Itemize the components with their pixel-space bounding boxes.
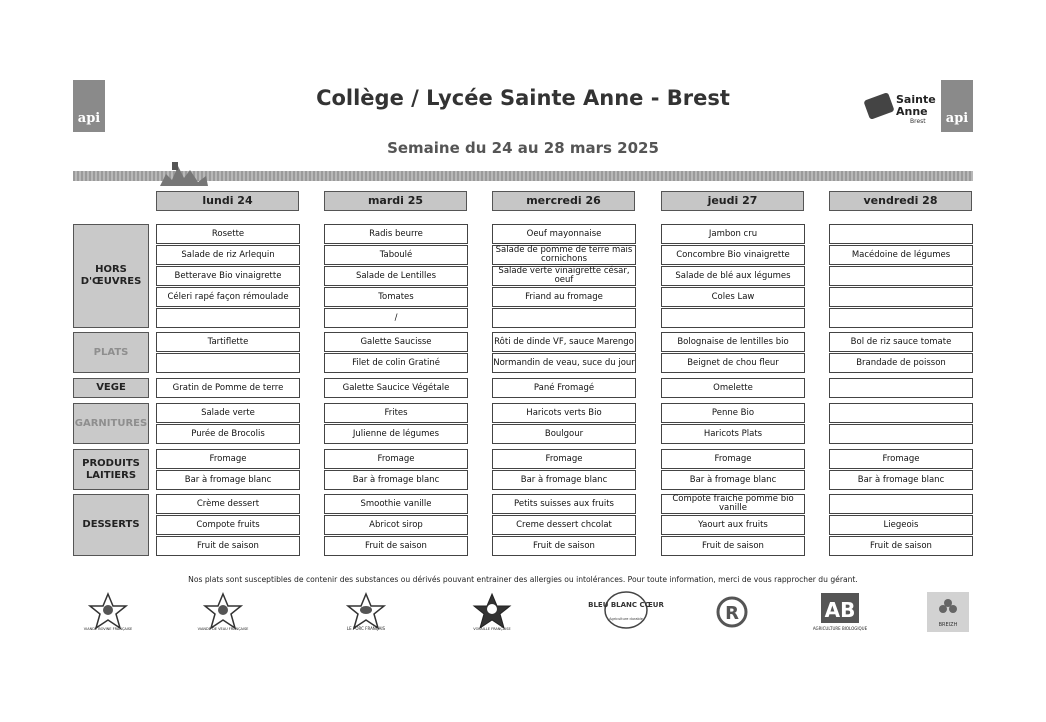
- porc-francais-text: LE PORC FRANÇAIS: [346, 626, 386, 631]
- menu-cell-hors: Céleri rapé façon rémoulade: [156, 287, 300, 307]
- menu-cell-hors: Tomates: [324, 287, 468, 307]
- menu-cell-produits: Bar à fromage blanc: [156, 470, 300, 490]
- allergy-note: Nos plats sont susceptibles de contenir des substances ou dérivés pouvant entrainer des allergies ou intolérances. Pour toute information, merci de vous rapprocher du gérant.: [188, 575, 858, 584]
- menu-cell-desserts: Liegeois: [829, 515, 973, 535]
- band-decoration-icon: [158, 160, 210, 188]
- menu-cell-vege: Galette Saucice Végétale: [324, 378, 468, 398]
- menu-cell-hors: Taboulé: [324, 245, 468, 265]
- menu-cell-hors: Coles Law: [661, 287, 805, 307]
- category-label-hors: HORS D'ŒUVRES: [73, 224, 149, 328]
- menu-cell-produits: Fromage: [829, 449, 973, 469]
- category-label-produits: PRODUITS LAITIERS: [73, 449, 149, 490]
- menu-cell-plats: Tartiflette: [156, 332, 300, 352]
- menu-cell-garnitures: Julienne de légumes: [324, 424, 468, 444]
- menu-cell-garnitures: Boulgour: [492, 424, 636, 444]
- menu-cell-desserts: Fruit de saison: [829, 536, 973, 556]
- menu-cell-hors: Salade de riz Arlequin: [156, 245, 300, 265]
- menu-cell-garnitures: Salade verte: [156, 403, 300, 423]
- menu-cell-plats: Brandade de poisson: [829, 353, 973, 373]
- menu-cell-hors: Betterave Bio vinaigrette: [156, 266, 300, 286]
- menu-cell-desserts: Creme dessert chcolat: [492, 515, 636, 535]
- menu-cell-hors: Concombre Bio vinaigrette: [661, 245, 805, 265]
- menu-cell-desserts: Crème dessert: [156, 494, 300, 514]
- menu-cell-hors: Salade de pomme de terre mais cornichons: [492, 245, 636, 265]
- menu-cell-plats: Galette Saucisse: [324, 332, 468, 352]
- viande-veau-text: VIANDE DE VEAU FRANÇAISE: [197, 627, 249, 631]
- api-logo-text: api: [945, 111, 969, 126]
- menu-cell-plats: Rôti de dinde VF, sauce Marengo: [492, 332, 636, 352]
- agriculture-biologique-logo: [812, 592, 868, 634]
- menu-cell-plats: Bol de riz sauce tomate: [829, 332, 973, 352]
- menu-cell-hors: Rosette: [156, 224, 300, 244]
- label-rouge-logo: [712, 592, 752, 632]
- menu-cell-plats: Normandin de veau, suce du jour: [492, 353, 636, 373]
- menu-cell-desserts: [829, 494, 973, 514]
- menu-cell-hors: /: [324, 308, 468, 328]
- menu-cell-hors: [156, 308, 300, 328]
- terroir-logo: [927, 592, 969, 632]
- school-logo-line1: Sainte: [896, 93, 936, 106]
- menu-cell-hors: [829, 308, 973, 328]
- menu-cell-hors: Macédoine de légumes: [829, 245, 973, 265]
- menu-cell-garnitures: Haricots verts Bio: [492, 403, 636, 423]
- day-header-1: mardi 25: [324, 191, 467, 211]
- terroir-text: BREIZH: [938, 622, 958, 628]
- day-header-2: mercredi 26: [492, 191, 635, 211]
- category-label-garnitures: GARNITURES: [73, 403, 149, 444]
- menu-cell-produits: Bar à fromage blanc: [829, 470, 973, 490]
- category-label-plats: PLATS: [73, 332, 149, 373]
- ab-sub-text: AGRICULTURE BIOLOGIQUE: [812, 626, 868, 631]
- category-label-vege: VEGE: [73, 378, 149, 398]
- bbc-text: BLEU BLANC CŒUR: [588, 601, 664, 609]
- menu-cell-garnitures: Haricots Plats: [661, 424, 805, 444]
- ab-letters: AB: [824, 598, 856, 622]
- menu-cell-desserts: Petits suisses aux fruits: [492, 494, 636, 514]
- menu-cell-produits: Fromage: [661, 449, 805, 469]
- menu-cell-hors: Radis beurre: [324, 224, 468, 244]
- week-subtitle: Semaine du 24 au 28 mars 2025: [387, 139, 659, 157]
- menu-cell-hors: Salade de Lentilles: [324, 266, 468, 286]
- menu-cell-vege: Pané Fromagé: [492, 378, 636, 398]
- menu-cell-hors: [492, 308, 636, 328]
- menu-cell-produits: Fromage: [324, 449, 468, 469]
- label-rouge-letter: R: [725, 603, 739, 624]
- menu-cell-desserts: Compote fruits: [156, 515, 300, 535]
- menu-cell-hors: Salade verte vinaigrette césar, oeuf: [492, 266, 636, 286]
- day-header-4: vendredi 28: [829, 191, 972, 211]
- viande-veau-logo: [197, 592, 249, 632]
- school-logo-mark-icon: [863, 92, 894, 120]
- menu-cell-produits: Bar à fromage blanc: [492, 470, 636, 490]
- page-title: Collège / Lycée Sainte Anne - Brest: [316, 86, 730, 110]
- menu-cell-garnitures: Purée de Brocolis: [156, 424, 300, 444]
- menu-cell-garnitures: Frites: [324, 403, 468, 423]
- api-logo-text: api: [77, 111, 101, 126]
- bbc-sub-text: Agriculture durable: [609, 617, 643, 621]
- viande-bovine-text: VIANDE BOVINE FRANÇAISE: [83, 627, 133, 631]
- menu-cell-desserts: Compote fraiche pomme bio vanille: [661, 494, 805, 514]
- volaille-francaise-logo: [472, 592, 512, 632]
- menu-cell-produits: Bar à fromage blanc: [661, 470, 805, 490]
- menu-cell-garnitures: [829, 403, 973, 423]
- day-header-3: jeudi 27: [661, 191, 804, 211]
- menu-cell-hors: Jambon cru: [661, 224, 805, 244]
- menu-cell-hors: Friand au fromage: [492, 287, 636, 307]
- school-logo: [866, 90, 936, 130]
- day-header-0: lundi 24: [156, 191, 299, 211]
- menu-cell-garnitures: Penne Bio: [661, 403, 805, 423]
- bleu-blanc-coeur-logo: [588, 590, 664, 634]
- menu-cell-desserts: Smoothie vanille: [324, 494, 468, 514]
- menu-cell-hors: [661, 308, 805, 328]
- menu-cell-desserts: Fruit de saison: [492, 536, 636, 556]
- menu-cell-vege: Gratin de Pomme de terre: [156, 378, 300, 398]
- menu-cell-vege: [829, 378, 973, 398]
- menu-cell-produits: Fromage: [156, 449, 300, 469]
- menu-cell-desserts: Abricot sirop: [324, 515, 468, 535]
- porc-francais-logo: [346, 592, 386, 632]
- menu-cell-desserts: Fruit de saison: [324, 536, 468, 556]
- school-logo-line3: Brest: [910, 118, 926, 125]
- volaille-francaise-text: VOLAILLE FRANÇAISE: [473, 627, 511, 631]
- menu-cell-vege: Omelette: [661, 378, 805, 398]
- menu-cell-plats: [156, 353, 300, 373]
- menu-cell-produits: Fromage: [492, 449, 636, 469]
- viande-bovine-logo: [83, 592, 133, 632]
- menu-cell-plats: Bolognaise de lentilles bio: [661, 332, 805, 352]
- menu-cell-desserts: Yaourt aux fruits: [661, 515, 805, 535]
- menu-cell-produits: Bar à fromage blanc: [324, 470, 468, 490]
- category-label-desserts: DESSERTS: [73, 494, 149, 556]
- menu-cell-hors: Oeuf mayonnaise: [492, 224, 636, 244]
- school-logo-line2: Anne: [896, 105, 928, 118]
- menu-cell-hors: [829, 224, 973, 244]
- menu-cell-desserts: Fruit de saison: [661, 536, 805, 556]
- menu-cell-garnitures: [829, 424, 973, 444]
- menu-cell-hors: [829, 287, 973, 307]
- menu-cell-desserts: Fruit de saison: [156, 536, 300, 556]
- menu-cell-plats: Filet de colin Gratiné: [324, 353, 468, 373]
- menu-cell-hors: [829, 266, 973, 286]
- menu-cell-plats: Beignet de chou fleur: [661, 353, 805, 373]
- menu-cell-hors: Salade de blé aux légumes: [661, 266, 805, 286]
